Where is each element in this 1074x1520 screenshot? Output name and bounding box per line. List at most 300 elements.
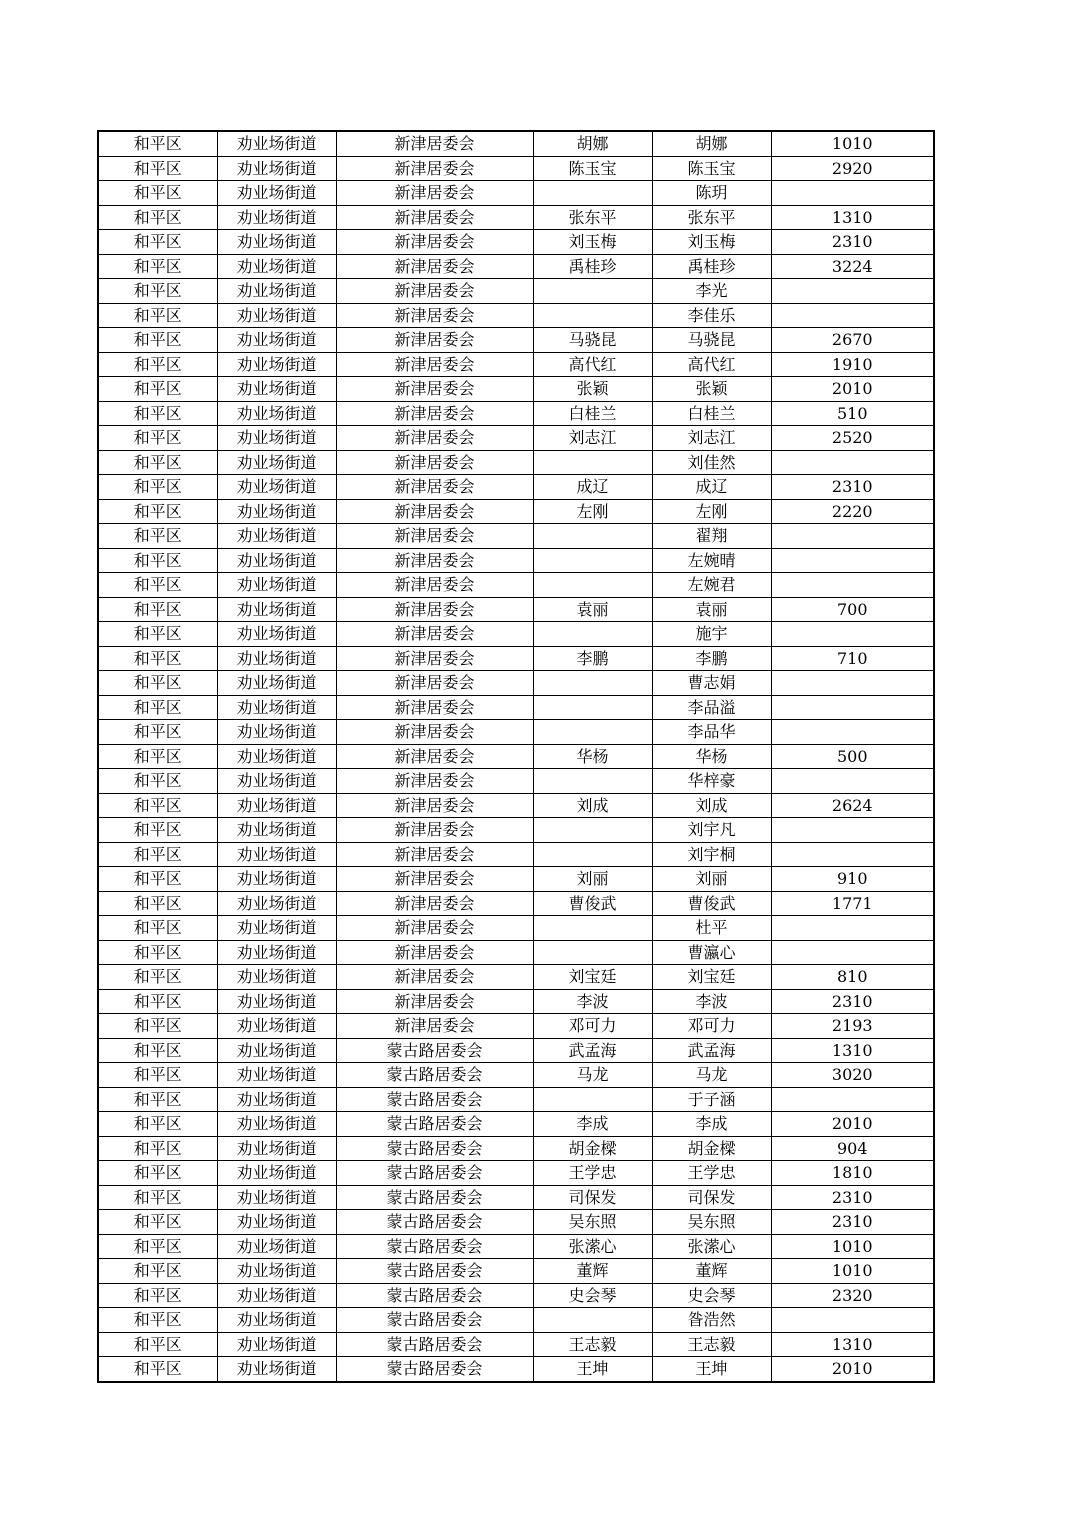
committee-cell: 新津居委会	[336, 695, 533, 720]
table-row	[98, 695, 934, 720]
householder-cell: 史会琴	[533, 1283, 652, 1308]
committee-cell: 新津居委会	[336, 793, 533, 818]
committee-cell: 蒙古路居委会	[336, 1112, 533, 1137]
member-cell: 左刚	[652, 499, 771, 524]
committee-cell: 新津居委会	[336, 279, 533, 304]
committee-cell: 新津居委会	[336, 548, 533, 573]
street-cell: 劝业场街道	[217, 303, 336, 328]
street-cell: 劝业场街道	[217, 352, 336, 377]
member-cell: 曹瀛心	[652, 940, 771, 965]
table-row	[98, 1210, 934, 1235]
street-cell: 劝业场街道	[217, 622, 336, 647]
member-cell: 左婉君	[652, 573, 771, 598]
district-cell: 和平区	[98, 867, 217, 892]
street-cell: 劝业场街道	[217, 499, 336, 524]
street-cell: 劝业场街道	[217, 1283, 336, 1308]
householder-cell	[533, 916, 652, 941]
street-cell: 劝业场街道	[217, 1014, 336, 1039]
householder-cell: 董辉	[533, 1259, 652, 1284]
member-cell: 李成	[652, 1112, 771, 1137]
committee-cell: 新津居委会	[336, 205, 533, 230]
member-cell: 李波	[652, 989, 771, 1014]
amount-cell: 2310	[771, 1185, 934, 1210]
member-cell: 刘志江	[652, 426, 771, 451]
amount-cell	[771, 671, 934, 696]
committee-cell: 蒙古路居委会	[336, 1161, 533, 1186]
member-cell: 成辽	[652, 475, 771, 500]
committee-cell: 新津居委会	[336, 524, 533, 549]
committee-cell: 新津居委会	[336, 891, 533, 916]
amount-cell: 2010	[771, 1357, 934, 1382]
table-row	[98, 1357, 934, 1382]
committee-cell: 蒙古路居委会	[336, 1357, 533, 1382]
street-cell: 劝业场街道	[217, 1234, 336, 1259]
table-row	[98, 475, 934, 500]
street-cell: 劝业场街道	[217, 744, 336, 769]
committee-cell: 蒙古路居委会	[336, 1332, 533, 1357]
district-cell: 和平区	[98, 1234, 217, 1259]
amount-cell: 2920	[771, 156, 934, 181]
table-row	[98, 205, 934, 230]
householder-cell: 刘玉梅	[533, 230, 652, 255]
householder-cell: 李鹏	[533, 646, 652, 671]
district-cell: 和平区	[98, 181, 217, 206]
street-cell: 劝业场街道	[217, 426, 336, 451]
amount-cell: 1310	[771, 205, 934, 230]
street-cell: 劝业场街道	[217, 940, 336, 965]
member-cell: 邓可力	[652, 1014, 771, 1039]
amount-cell	[771, 720, 934, 745]
table-row	[98, 426, 934, 451]
amount-cell: 910	[771, 867, 934, 892]
member-cell: 董辉	[652, 1259, 771, 1284]
amount-cell: 3020	[771, 1063, 934, 1088]
street-cell: 劝业场街道	[217, 1357, 336, 1382]
committee-cell: 新津居委会	[336, 328, 533, 353]
committee-cell: 新津居委会	[336, 842, 533, 867]
member-cell: 史会琴	[652, 1283, 771, 1308]
householder-cell: 司保发	[533, 1185, 652, 1210]
street-cell: 劝业场街道	[217, 1112, 336, 1137]
street-cell: 劝业场街道	[217, 597, 336, 622]
table-row	[98, 818, 934, 843]
committee-cell: 新津居委会	[336, 940, 533, 965]
district-cell: 和平区	[98, 1185, 217, 1210]
amount-cell: 3224	[771, 254, 934, 279]
district-cell: 和平区	[98, 646, 217, 671]
amount-cell: 1010	[771, 131, 934, 156]
committee-cell: 新津居委会	[336, 303, 533, 328]
committee-cell: 新津居委会	[336, 450, 533, 475]
table-row	[98, 1259, 934, 1284]
district-cell: 和平区	[98, 793, 217, 818]
member-cell: 武孟海	[652, 1038, 771, 1063]
committee-cell: 新津居委会	[336, 377, 533, 402]
amount-cell	[771, 818, 934, 843]
householder-cell: 吴东照	[533, 1210, 652, 1235]
table-row	[98, 254, 934, 279]
member-cell: 马龙	[652, 1063, 771, 1088]
district-cell: 和平区	[98, 916, 217, 941]
table-row	[98, 181, 934, 206]
householder-cell: 王学忠	[533, 1161, 652, 1186]
street-cell: 劝业场街道	[217, 891, 336, 916]
member-cell: 李品华	[652, 720, 771, 745]
table-body	[98, 131, 934, 1382]
amount-cell: 1910	[771, 352, 934, 377]
amount-cell: 2320	[771, 1283, 934, 1308]
street-cell: 劝业场街道	[217, 1308, 336, 1333]
district-cell: 和平区	[98, 573, 217, 598]
district-cell: 和平区	[98, 352, 217, 377]
table-row	[98, 842, 934, 867]
committee-cell: 新津居委会	[336, 646, 533, 671]
street-cell: 劝业场街道	[217, 867, 336, 892]
committee-cell: 新津居委会	[336, 916, 533, 941]
member-cell: 马骁昆	[652, 328, 771, 353]
committee-cell: 新津居委会	[336, 597, 533, 622]
member-cell: 胡娜	[652, 131, 771, 156]
table-row	[98, 1308, 934, 1333]
amount-cell: 1810	[771, 1161, 934, 1186]
district-cell: 和平区	[98, 720, 217, 745]
district-cell: 和平区	[98, 1014, 217, 1039]
street-cell: 劝业场街道	[217, 548, 336, 573]
amount-cell: 2193	[771, 1014, 934, 1039]
amount-cell	[771, 548, 934, 573]
amount-cell	[771, 769, 934, 794]
data-table	[97, 130, 935, 1383]
committee-cell: 新津居委会	[336, 867, 533, 892]
amount-cell	[771, 279, 934, 304]
householder-cell: 李成	[533, 1112, 652, 1137]
district-cell: 和平区	[98, 279, 217, 304]
member-cell: 张东平	[652, 205, 771, 230]
amount-cell	[771, 303, 934, 328]
householder-cell: 王志毅	[533, 1332, 652, 1357]
district-cell: 和平区	[98, 744, 217, 769]
householder-cell: 马龙	[533, 1063, 652, 1088]
member-cell: 张颖	[652, 377, 771, 402]
householder-cell: 成辽	[533, 475, 652, 500]
committee-cell: 新津居委会	[336, 499, 533, 524]
householder-cell: 刘宝廷	[533, 965, 652, 990]
table-row	[98, 671, 934, 696]
district-cell: 和平区	[98, 769, 217, 794]
table-row	[98, 597, 934, 622]
street-cell: 劝业场街道	[217, 818, 336, 843]
member-cell: 刘玉梅	[652, 230, 771, 255]
amount-cell: 2010	[771, 377, 934, 402]
member-cell: 华杨	[652, 744, 771, 769]
district-cell: 和平区	[98, 989, 217, 1014]
table-row	[98, 720, 934, 745]
table-row	[98, 1136, 934, 1161]
street-cell: 劝业场街道	[217, 131, 336, 156]
householder-cell	[533, 695, 652, 720]
street-cell: 劝业场街道	[217, 965, 336, 990]
table-row	[98, 573, 934, 598]
district-cell: 和平区	[98, 1136, 217, 1161]
householder-cell: 禹桂珍	[533, 254, 652, 279]
street-cell: 劝业场街道	[217, 646, 336, 671]
amount-cell: 1010	[771, 1234, 934, 1259]
householder-cell: 王坤	[533, 1357, 652, 1382]
street-cell: 劝业场街道	[217, 328, 336, 353]
street-cell: 劝业场街道	[217, 279, 336, 304]
table-row	[98, 965, 934, 990]
street-cell: 劝业场街道	[217, 1063, 336, 1088]
householder-cell: 张东平	[533, 205, 652, 230]
amount-cell: 700	[771, 597, 934, 622]
amount-cell	[771, 1308, 934, 1333]
amount-cell: 904	[771, 1136, 934, 1161]
member-cell: 白桂兰	[652, 401, 771, 426]
member-cell: 刘佳然	[652, 450, 771, 475]
table-row	[98, 891, 934, 916]
committee-cell: 新津居委会	[336, 671, 533, 696]
member-cell: 施宇	[652, 622, 771, 647]
committee-cell: 蒙古路居委会	[336, 1210, 533, 1235]
street-cell: 劝业场街道	[217, 205, 336, 230]
householder-cell: 刘志江	[533, 426, 652, 451]
street-cell: 劝业场街道	[217, 181, 336, 206]
district-cell: 和平区	[98, 524, 217, 549]
table-row	[98, 1014, 934, 1039]
committee-cell: 新津居委会	[336, 965, 533, 990]
householder-cell	[533, 818, 652, 843]
householder-cell: 李波	[533, 989, 652, 1014]
committee-cell: 新津居委会	[336, 156, 533, 181]
amount-cell: 510	[771, 401, 934, 426]
member-cell: 王学忠	[652, 1161, 771, 1186]
member-cell: 胡金樑	[652, 1136, 771, 1161]
amount-cell: 710	[771, 646, 934, 671]
committee-cell: 新津居委会	[336, 622, 533, 647]
householder-cell	[533, 671, 652, 696]
amount-cell: 2310	[771, 230, 934, 255]
householder-cell: 张颖	[533, 377, 652, 402]
amount-cell: 500	[771, 744, 934, 769]
street-cell: 劝业场街道	[217, 156, 336, 181]
district-cell: 和平区	[98, 671, 217, 696]
committee-cell: 新津居委会	[336, 573, 533, 598]
committee-cell: 新津居委会	[336, 230, 533, 255]
table-row	[98, 548, 934, 573]
table-row	[98, 450, 934, 475]
householder-cell: 胡娜	[533, 131, 652, 156]
table-row	[98, 328, 934, 353]
district-cell: 和平区	[98, 597, 217, 622]
table-row	[98, 279, 934, 304]
table-row	[98, 401, 934, 426]
committee-cell: 蒙古路居委会	[336, 1308, 533, 1333]
table-row	[98, 940, 934, 965]
member-cell: 陈玥	[652, 181, 771, 206]
district-cell: 和平区	[98, 1038, 217, 1063]
amount-cell	[771, 622, 934, 647]
amount-cell	[771, 940, 934, 965]
amount-cell	[771, 524, 934, 549]
householder-cell	[533, 524, 652, 549]
householder-cell	[533, 573, 652, 598]
householder-cell: 刘丽	[533, 867, 652, 892]
committee-cell: 新津居委会	[336, 181, 533, 206]
district-cell: 和平区	[98, 1210, 217, 1235]
member-cell: 高代红	[652, 352, 771, 377]
member-cell: 袁丽	[652, 597, 771, 622]
householder-cell: 刘成	[533, 793, 652, 818]
amount-cell: 2010	[771, 1112, 934, 1137]
amount-cell	[771, 842, 934, 867]
member-cell: 吴东照	[652, 1210, 771, 1235]
table-row	[98, 622, 934, 647]
district-cell: 和平区	[98, 842, 217, 867]
district-cell: 和平区	[98, 1332, 217, 1357]
amount-cell: 1771	[771, 891, 934, 916]
householder-cell: 袁丽	[533, 597, 652, 622]
amount-cell	[771, 695, 934, 720]
committee-cell: 蒙古路居委会	[336, 1185, 533, 1210]
street-cell: 劝业场街道	[217, 695, 336, 720]
table-row	[98, 1063, 934, 1088]
householder-cell	[533, 842, 652, 867]
householder-cell	[533, 303, 652, 328]
householder-cell: 白桂兰	[533, 401, 652, 426]
street-cell: 劝业场街道	[217, 230, 336, 255]
committee-cell: 新津居委会	[336, 769, 533, 794]
member-cell: 曹志娟	[652, 671, 771, 696]
committee-cell: 新津居委会	[336, 720, 533, 745]
district-cell: 和平区	[98, 401, 217, 426]
committee-cell: 蒙古路居委会	[336, 1283, 533, 1308]
district-cell: 和平区	[98, 230, 217, 255]
district-cell: 和平区	[98, 1308, 217, 1333]
street-cell: 劝业场街道	[217, 450, 336, 475]
member-cell: 左婉晴	[652, 548, 771, 573]
member-cell: 刘宇凡	[652, 818, 771, 843]
street-cell: 劝业场街道	[217, 671, 336, 696]
member-cell: 张潆心	[652, 1234, 771, 1259]
district-cell: 和平区	[98, 891, 217, 916]
amount-cell: 2220	[771, 499, 934, 524]
district-cell: 和平区	[98, 131, 217, 156]
street-cell: 劝业场街道	[217, 916, 336, 941]
street-cell: 劝业场街道	[217, 254, 336, 279]
householder-cell	[533, 450, 652, 475]
member-cell: 刘宇桐	[652, 842, 771, 867]
street-cell: 劝业场街道	[217, 573, 336, 598]
householder-cell	[533, 1308, 652, 1333]
district-cell: 和平区	[98, 377, 217, 402]
district-cell: 和平区	[98, 1087, 217, 1112]
table-row	[98, 867, 934, 892]
householder-cell	[533, 181, 652, 206]
member-cell: 李鹏	[652, 646, 771, 671]
householder-cell	[533, 279, 652, 304]
amount-cell: 1310	[771, 1038, 934, 1063]
district-cell: 和平区	[98, 499, 217, 524]
district-cell: 和平区	[98, 303, 217, 328]
householder-cell	[533, 769, 652, 794]
district-cell: 和平区	[98, 426, 217, 451]
district-cell: 和平区	[98, 1283, 217, 1308]
member-cell: 王坤	[652, 1357, 771, 1382]
member-cell: 曹俊武	[652, 891, 771, 916]
committee-cell: 新津居委会	[336, 352, 533, 377]
table-row	[98, 156, 934, 181]
table-row	[98, 499, 934, 524]
street-cell: 劝业场街道	[217, 1259, 336, 1284]
householder-cell: 马骁昆	[533, 328, 652, 353]
committee-cell: 新津居委会	[336, 426, 533, 451]
district-cell: 和平区	[98, 695, 217, 720]
table-row	[98, 646, 934, 671]
committee-cell: 蒙古路居委会	[336, 1063, 533, 1088]
street-cell: 劝业场街道	[217, 377, 336, 402]
amount-cell	[771, 450, 934, 475]
street-cell: 劝业场街道	[217, 1087, 336, 1112]
householder-cell: 左刚	[533, 499, 652, 524]
householder-cell	[533, 622, 652, 647]
member-cell: 陈玉宝	[652, 156, 771, 181]
householder-cell	[533, 1087, 652, 1112]
householder-cell: 张潆心	[533, 1234, 652, 1259]
street-cell: 劝业场街道	[217, 1038, 336, 1063]
member-cell: 禹桂珍	[652, 254, 771, 279]
district-cell: 和平区	[98, 622, 217, 647]
table-row	[98, 1283, 934, 1308]
committee-cell: 蒙古路居委会	[336, 1087, 533, 1112]
table-row	[98, 916, 934, 941]
member-cell: 李光	[652, 279, 771, 304]
street-cell: 劝业场街道	[217, 475, 336, 500]
member-cell: 王志毅	[652, 1332, 771, 1357]
amount-cell: 2670	[771, 328, 934, 353]
householder-cell: 高代红	[533, 352, 652, 377]
district-cell: 和平区	[98, 1112, 217, 1137]
member-cell: 于子涵	[652, 1087, 771, 1112]
committee-cell: 新津居委会	[336, 401, 533, 426]
committee-cell: 新津居委会	[336, 475, 533, 500]
member-cell: 刘宝廷	[652, 965, 771, 990]
committee-cell: 新津居委会	[336, 818, 533, 843]
householder-cell: 邓可力	[533, 1014, 652, 1039]
committee-cell: 新津居委会	[336, 254, 533, 279]
street-cell: 劝业场街道	[217, 989, 336, 1014]
table-row	[98, 989, 934, 1014]
committee-cell: 蒙古路居委会	[336, 1234, 533, 1259]
district-cell: 和平区	[98, 818, 217, 843]
table-row	[98, 744, 934, 769]
table-row	[98, 230, 934, 255]
member-cell: 昝浩然	[652, 1308, 771, 1333]
householder-cell: 华杨	[533, 744, 652, 769]
district-cell: 和平区	[98, 328, 217, 353]
amount-cell: 2310	[771, 475, 934, 500]
district-cell: 和平区	[98, 205, 217, 230]
table-row	[98, 131, 934, 156]
householder-cell	[533, 940, 652, 965]
street-cell: 劝业场街道	[217, 401, 336, 426]
table-row	[98, 1332, 934, 1357]
committee-cell: 新津居委会	[336, 989, 533, 1014]
table-row	[98, 1087, 934, 1112]
committee-cell: 新津居委会	[336, 131, 533, 156]
table-row	[98, 769, 934, 794]
table-row	[98, 352, 934, 377]
member-cell: 刘成	[652, 793, 771, 818]
